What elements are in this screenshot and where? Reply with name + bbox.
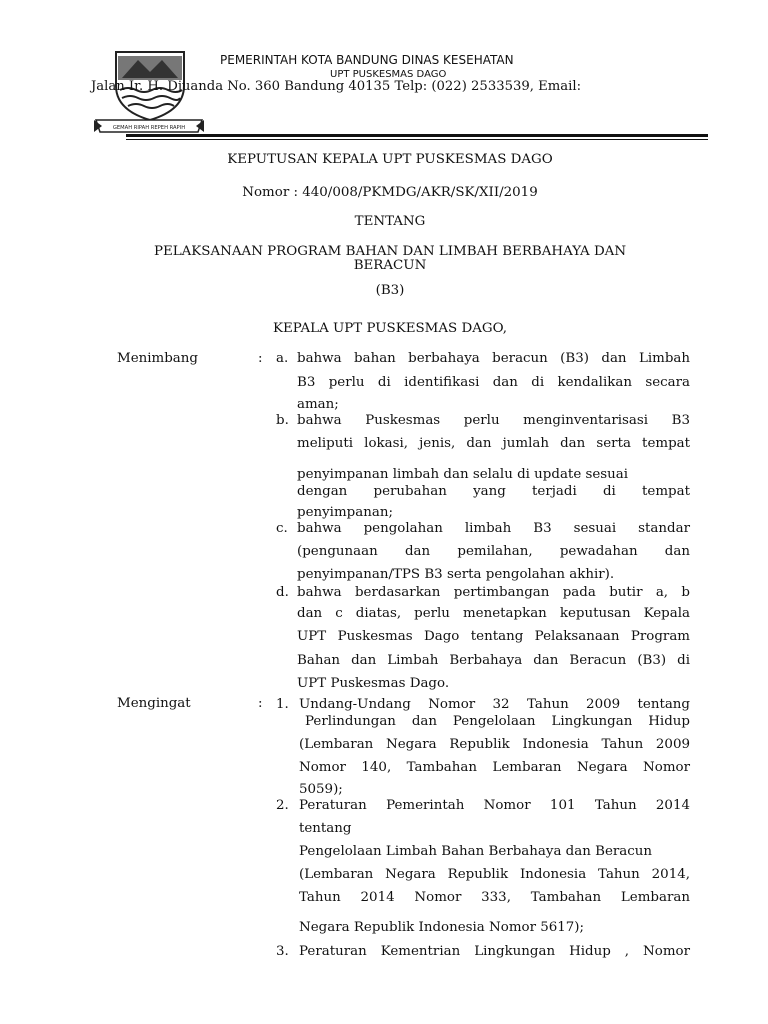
header-address-details: No. 360 Bandung 40135 Telp: (022) 2533539, Email: bbox=[227, 79, 582, 94]
mengingat-label: Mengingat bbox=[117, 696, 191, 711]
menimbang-b-line2: meliputi lokasi, jenis, dan jumlah dan serta tempat bbox=[297, 436, 690, 451]
header-unit: UPT PUSKESMAS DAGO bbox=[330, 69, 447, 80]
menimbang-c-line2: (pengunaan dan pemilahan, pewadahan dan bbox=[297, 544, 690, 559]
menimbang-a-line3: aman; bbox=[297, 397, 339, 412]
menimbang-c-line3: penyimpanan/TPS B3 serta pengolahan akhir). bbox=[297, 567, 615, 582]
menimbang-marker-b: b. bbox=[276, 413, 289, 428]
mengingat-colon: : bbox=[258, 696, 263, 711]
decree-tentang: TENTANG bbox=[354, 214, 426, 229]
mengingat-2-line5: Tahun 2014 Nomor 333, Tambahan Lembaran bbox=[299, 890, 690, 905]
mengingat-1-line1: Undang-Undang Nomor 32 Tahun 2009 tentang bbox=[299, 697, 690, 712]
menimbang-d-line4: Bahan dan Limbah Berbahaya dan Beracun (B3) di bbox=[297, 653, 690, 668]
header-rule-thick bbox=[126, 134, 708, 137]
menimbang-d-line5: UPT Puskesmas Dago. bbox=[297, 676, 450, 691]
decree-subject-line3: (B3) bbox=[375, 283, 405, 298]
mengingat-3-line1: Peraturan Kementrian Lingkungan Hidup , Nomor bbox=[299, 944, 690, 959]
decree-heading: KEPUTUSAN KEPALA UPT PUSKESMAS DAGO bbox=[227, 152, 553, 167]
menimbang-b-line1: bahwa Puskesmas perlu menginventarisasi B3 bbox=[297, 413, 690, 428]
menimbang-b-line3: penyimpanan limbah dan selalu di update sesuai bbox=[297, 467, 629, 482]
decree-issuer: KEPALA UPT PUSKESMAS DAGO, bbox=[272, 321, 508, 336]
svg-text:GEMAH RIPAH REPEH RAPIH: GEMAH RIPAH REPEH RAPIH bbox=[112, 125, 186, 131]
menimbang-colon: : bbox=[258, 351, 263, 366]
menimbang-marker-d: d. bbox=[276, 585, 289, 600]
mengingat-1-line2: Perlindungan dan Pengelolaan Lingkungan Hidup bbox=[305, 714, 690, 729]
mengingat-2-line2: tentang bbox=[299, 821, 352, 836]
menimbang-a-line2: B3 perlu di identifikasi dan di kendalikan secara bbox=[297, 375, 690, 390]
mengingat-marker-2: 2. bbox=[276, 798, 289, 813]
mengingat-2-line6: Negara Republik Indonesia Nomor 5617); bbox=[299, 920, 585, 935]
mengingat-1-line5: 5059); bbox=[299, 782, 343, 797]
menimbang-marker-a: a. bbox=[276, 351, 289, 366]
decree-subject-line2: BERACUN bbox=[353, 258, 427, 273]
mengingat-2-line3: Pengelolaan Limbah Bahan Berbahaya dan Beracun bbox=[299, 844, 653, 859]
header-address-street: Jalan Ir. H. Djuanda bbox=[91, 79, 224, 94]
decree-number: Nomor : 440/008/PKMDG/AKR/SK/XII/2019 bbox=[242, 185, 538, 200]
menimbang-b-line4: dengan perubahan yang terjadi di tempat bbox=[297, 484, 690, 499]
mengingat-2-line4: (Lembaran Negara Republik Indonesia Tahun 2014, bbox=[299, 867, 690, 882]
menimbang-label: Menimbang bbox=[117, 351, 198, 366]
mengingat-1-line3: (Lembaran Negara Republik Indonesia Tahun 2009 bbox=[299, 737, 690, 752]
header-rule-thin bbox=[126, 139, 708, 140]
menimbang-d-line1: bahwa berdasarkan pertimbangan pada butir a, b bbox=[297, 585, 690, 600]
decree-subject-line1: PELAKSANAAN PROGRAM BAHAN DAN LIMBAH BERBAHAYA DAN bbox=[153, 244, 627, 259]
menimbang-b-line5: penyimpanan; bbox=[297, 505, 393, 520]
menimbang-c-line1: bahwa pengolahan limbah B3 sesuai standar bbox=[297, 521, 690, 536]
menimbang-a-line1: bahwa bahan berbahaya beracun (B3) dan Limbah bbox=[297, 351, 690, 366]
mengingat-marker-3: 3. bbox=[276, 944, 289, 959]
header-address bbox=[91, 79, 581, 95]
mengingat-2-line1: Peraturan Pemerintah Nomor 101 Tahun 2014 bbox=[299, 798, 690, 813]
menimbang-d-line3: UPT Puskesmas Dago tentang Pelaksanaan Program bbox=[297, 629, 690, 644]
mengingat-1-line4: Nomor 140, Tambahan Lembaran Negara Nomor bbox=[299, 760, 690, 775]
menimbang-d-line2: dan c diatas, perlu menetapkan keputusan Kepala bbox=[297, 606, 690, 621]
header-agency: PEMERINTAH KOTA BANDUNG DINAS KESEHATAN bbox=[220, 53, 514, 67]
mengingat-marker-1: 1. bbox=[276, 697, 289, 712]
menimbang-marker-c: c. bbox=[276, 521, 288, 536]
